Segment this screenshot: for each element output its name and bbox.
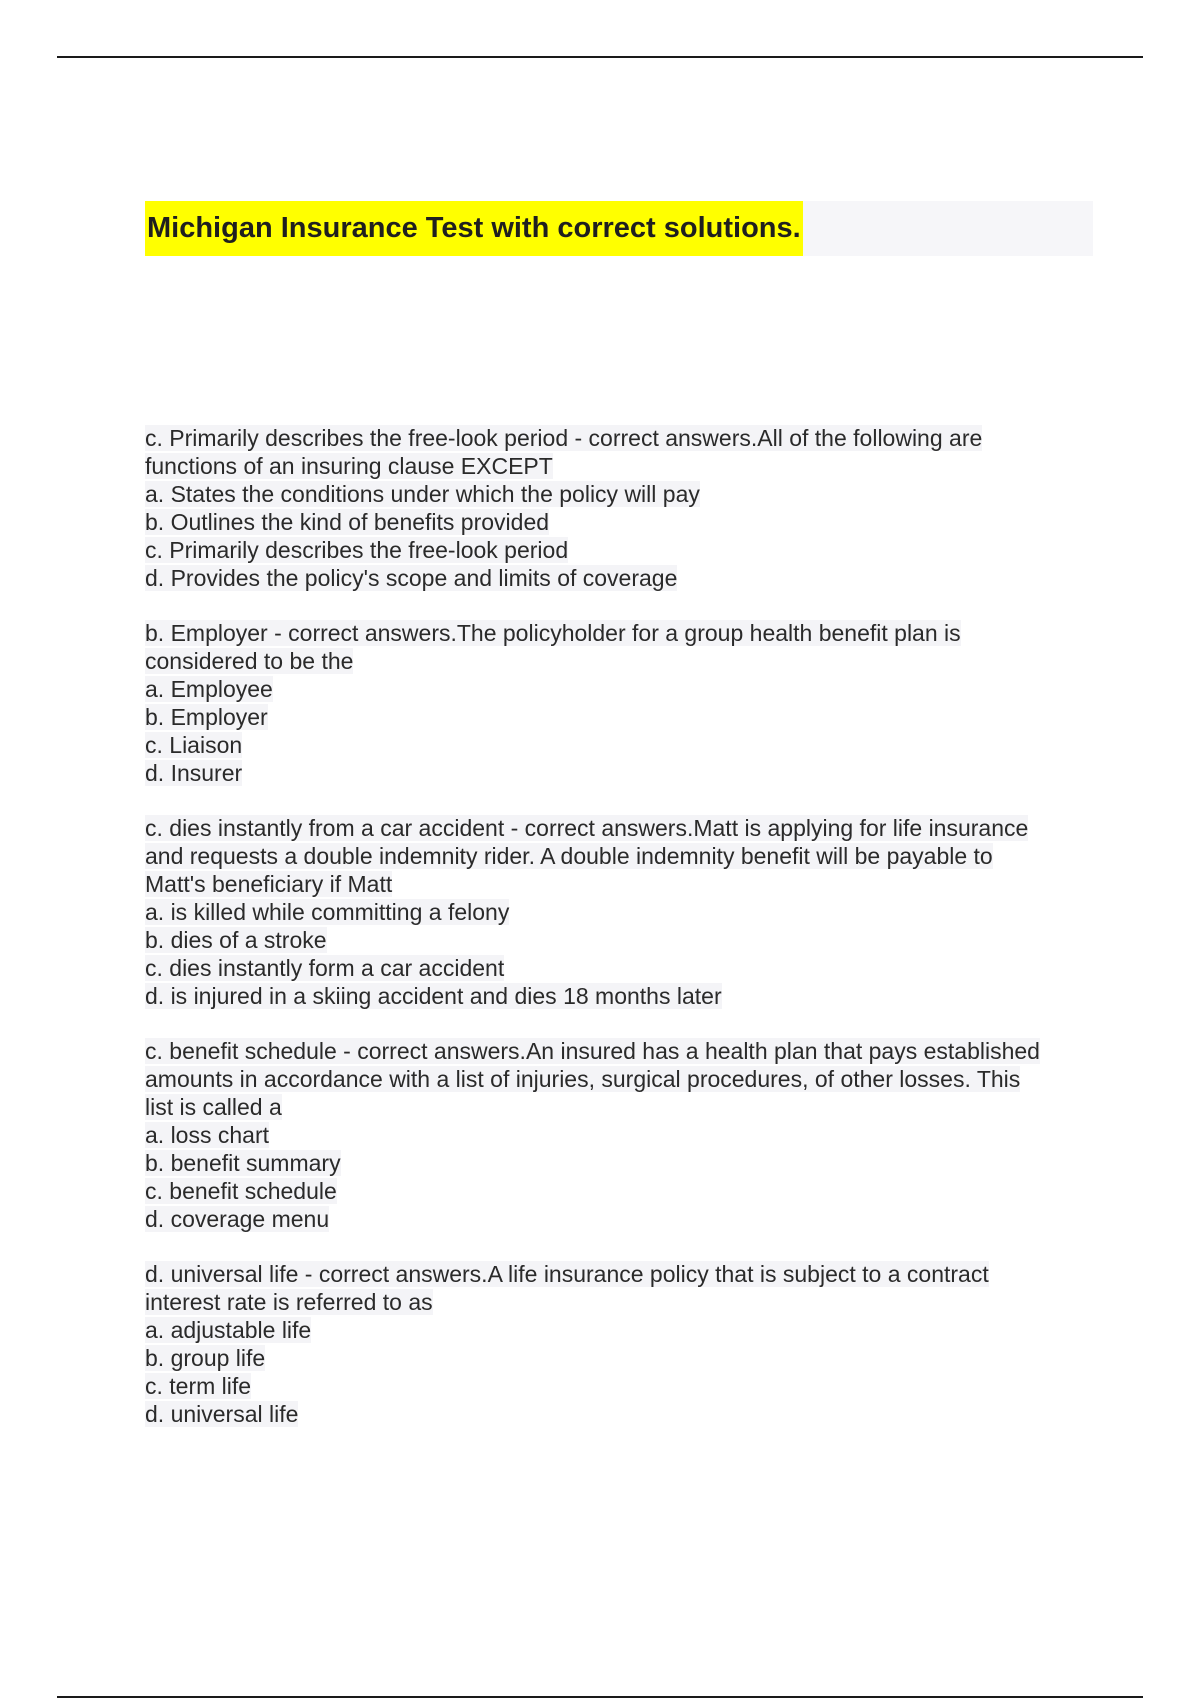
answer-option: a. is killed while committing a felony	[145, 899, 510, 925]
question-text-line: amounts in accordance with a list of injuries, surgical procedures, of other losses. This	[145, 1066, 1021, 1092]
question-list	[145, 424, 1100, 1455]
question-block-2	[145, 619, 1100, 787]
answer-option: a. Employee	[145, 676, 273, 702]
answer-option: a. adjustable life	[145, 1317, 312, 1343]
question-block-4	[145, 1037, 1100, 1233]
answer-option: d. Provides the policy's scope and limits of coverage	[145, 565, 678, 591]
answer-option: c. dies instantly form a car accident	[145, 955, 505, 981]
question-text-line: d. universal life - correct answers.A life insurance policy that is subject to a contract	[145, 1261, 989, 1287]
question-text-line: interest rate is referred to as	[145, 1289, 433, 1315]
question-text-line: functions of an insuring clause EXCEPT	[145, 453, 553, 479]
question-text-line: Matt's beneficiary if Matt	[145, 871, 393, 897]
bottom-rule	[57, 1696, 1143, 1698]
answer-option: b. benefit summary	[145, 1150, 341, 1176]
answer-option: d. Insurer	[145, 760, 243, 786]
question-text-line: c. dies instantly from a car accident - correct answers.Matt is applying for life insurance	[145, 815, 1029, 841]
answer-option: a. loss chart	[145, 1122, 269, 1148]
answer-option: c. Liaison	[145, 732, 243, 758]
answer-option: c. benefit schedule	[145, 1178, 337, 1204]
answer-option: c. term life	[145, 1373, 252, 1399]
question-text-line: list is called a	[145, 1094, 282, 1120]
answer-option: b. Outlines the kind of benefits provided	[145, 509, 550, 535]
answer-option: b. Employer	[145, 704, 268, 730]
answer-option: c. Primarily describes the free-look period	[145, 537, 569, 563]
question-block-5	[145, 1260, 1100, 1428]
question-block-1	[145, 424, 1100, 592]
question-text-line: and requests a double indemnity rider. A double indemnity benefit will be payable to	[145, 843, 993, 869]
answer-option: d. coverage menu	[145, 1206, 330, 1232]
answer-option: a. States the conditions under which the policy will pay	[145, 481, 700, 507]
answer-option: d. is injured in a skiing accident and dies 18 months later	[145, 983, 722, 1009]
document-title: Michigan Insurance Test with correct solutions.	[145, 201, 803, 256]
answer-option: b. dies of a stroke	[145, 927, 327, 953]
answer-option: d. universal life	[145, 1401, 299, 1427]
question-text-line: considered to be the	[145, 648, 354, 674]
top-rule	[57, 56, 1143, 58]
question-text-line: c. Primarily describes the free-look period - correct answers.All of the following are	[145, 425, 983, 451]
answer-option: b. group life	[145, 1345, 266, 1371]
question-text-line: c. benefit schedule - correct answers.An insured has a health plan that pays established	[145, 1038, 1040, 1064]
question-block-3	[145, 814, 1100, 1010]
question-text-line: b. Employer - correct answers.The policyholder for a group health benefit plan is	[145, 620, 961, 646]
